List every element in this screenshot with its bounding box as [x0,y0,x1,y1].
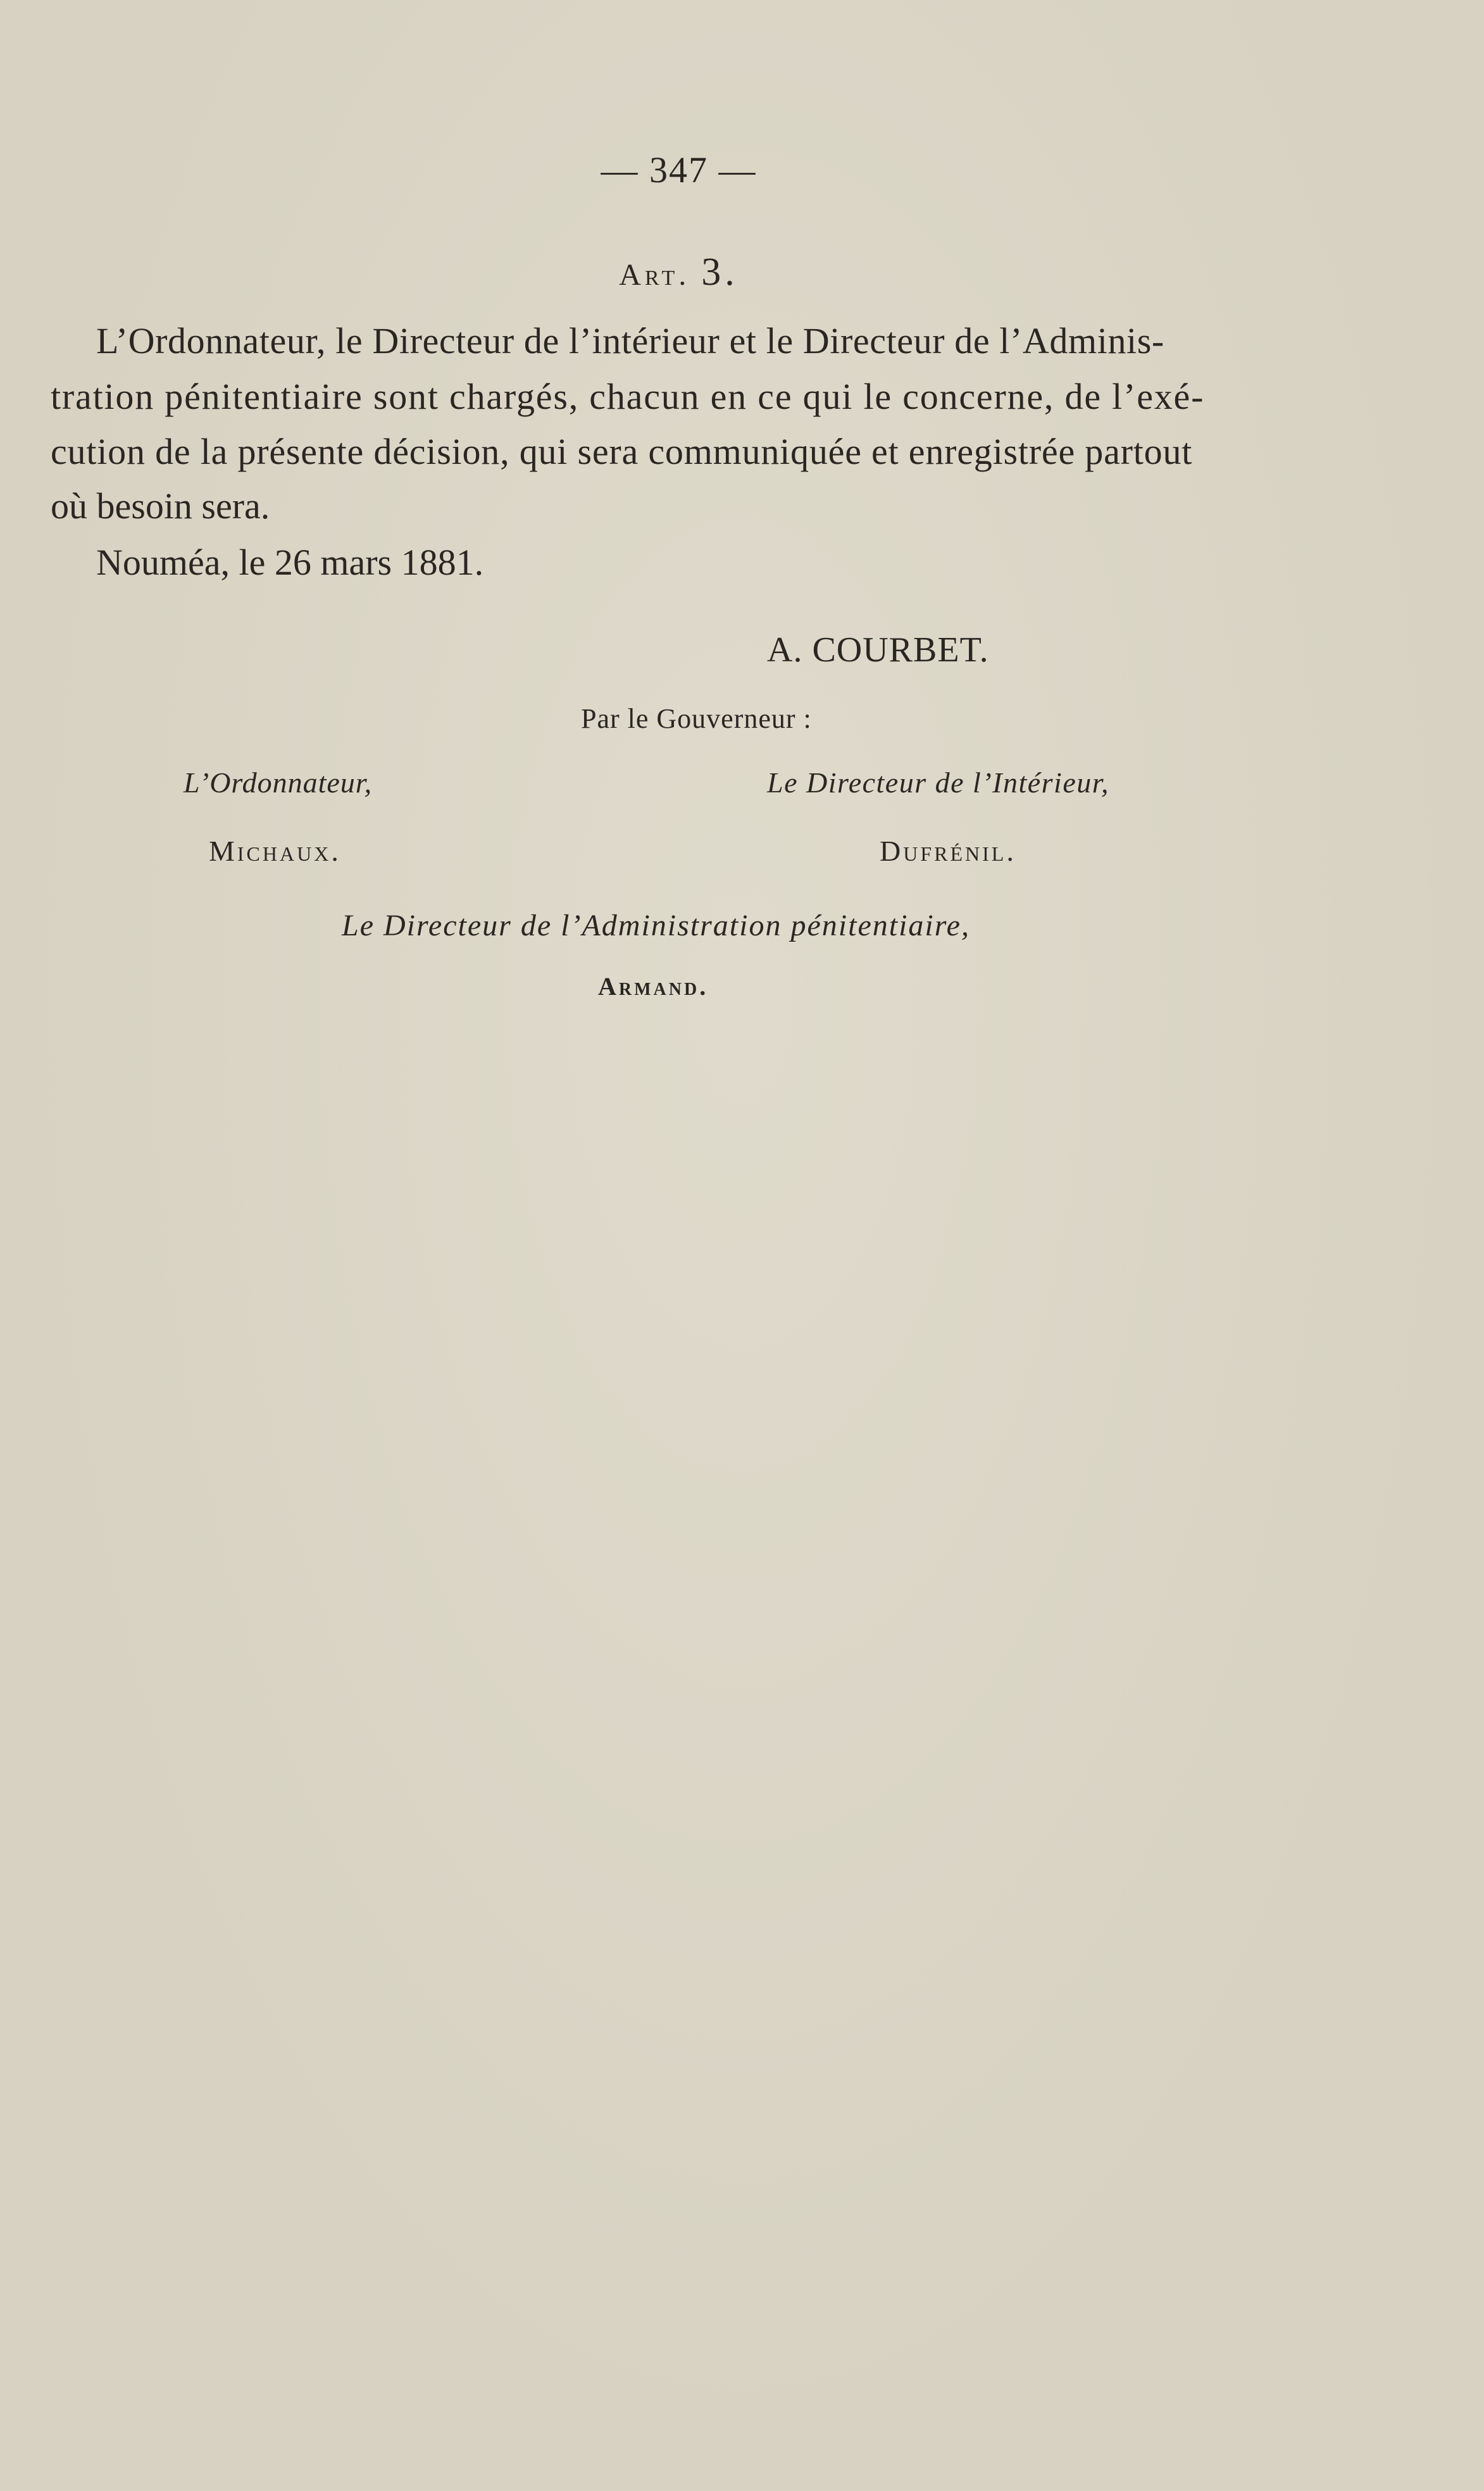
by-governor-label: Par le Gouverneur : [581,703,812,734]
page-number: — 347 — [601,149,757,190]
ordonnateur-title: L’Ordonnateur, [184,766,373,799]
paragraph-line-1: L’Ordonnateur, le Directeur de l’intérieur et le Directeur de l’Adminis- [96,320,1164,361]
interior-director-name: Dufrénil. [880,835,1016,867]
place-and-date: Nouméa, le 26 mars 1881. [96,542,484,583]
ordonnateur-name: Michaux. [209,835,341,867]
article-prefix: Art. [619,258,690,292]
governor-signature: A. COURBET. [767,630,989,670]
article-number: 3. [701,251,739,294]
article-heading [0,250,1421,295]
paragraph-line-4: où besoin sera. [51,485,270,527]
paragraph-line-3: cution de la présente décision, qui sera communiquée et enregistrée partout [51,431,1193,472]
interior-director-title: Le Directeur de l’Intérieur, [767,766,1110,799]
paragraph-line-2: tration pénitentiaire sont chargés, chacun en ce qui le concerne, de l’exé- [51,376,1205,417]
penitentiary-director-name: Armand. [598,972,709,1001]
penitentiary-director-title: Le Directeur de l’Administration pénitentiaire, [342,909,970,942]
